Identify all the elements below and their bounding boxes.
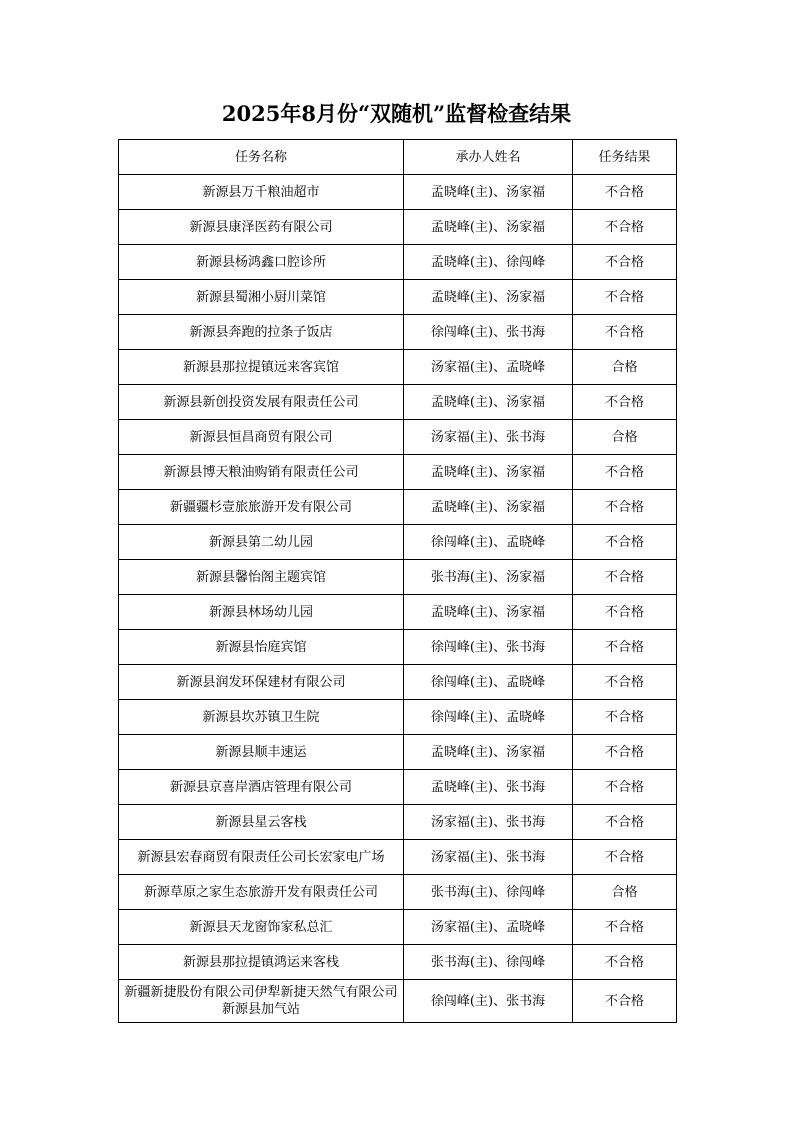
result-cell: 不合格 — [573, 455, 677, 490]
handler-cell: 孟晓峰(主)、汤家福 — [404, 385, 573, 420]
table-header-row — [119, 140, 677, 175]
table-row — [119, 175, 677, 210]
task-name-cell: 新源县新创投资发展有限责任公司 — [119, 385, 404, 420]
handler-cell: 孟晓峰(主)、汤家福 — [404, 490, 573, 525]
table-row — [119, 525, 677, 560]
task-name-cell: 新源县那拉提镇远来客宾馆 — [119, 350, 404, 385]
handler-cell: 张书海(主)、徐闯峰 — [404, 945, 573, 980]
result-cell: 不合格 — [573, 630, 677, 665]
result-cell: 不合格 — [573, 735, 677, 770]
handler-cell: 孟晓峰(主)、徐闯峰 — [404, 245, 573, 280]
result-cell: 不合格 — [573, 560, 677, 595]
table-row — [119, 630, 677, 665]
task-name-cell: 新源县宏春商贸有限责任公司长宏家电广场 — [119, 840, 404, 875]
result-cell: 不合格 — [573, 525, 677, 560]
task-name-cell: 新源县康泽医药有限公司 — [119, 210, 404, 245]
task-name-cell: 新源县万千粮油超市 — [119, 175, 404, 210]
task-name-cell: 新源县星云客栈 — [119, 805, 404, 840]
table-row — [119, 735, 677, 770]
task-name-cell: 新疆新捷股份有限公司伊犁新捷天然气有限公司新源县加气站 — [119, 980, 404, 1023]
handler-cell: 孟晓峰(主)、汤家福 — [404, 455, 573, 490]
task-name-cell: 新疆疆杉壹旅旅游开发有限公司 — [119, 490, 404, 525]
result-cell: 不合格 — [573, 315, 677, 350]
task-name-cell: 新源草原之家生态旅游开发有限责任公司 — [119, 875, 404, 910]
document-title: 2025年8月份“双随机”监督检查结果 — [221, 101, 572, 126]
handler-cell: 徐闯峰(主)、孟晓峰 — [404, 700, 573, 735]
task-name-cell: 新源县奔跑的拉条子饭店 — [119, 315, 404, 350]
header-handler: 承办人姓名 — [404, 140, 573, 175]
table-row — [119, 210, 677, 245]
task-name-cell: 新源县馨怡阁主题宾馆 — [119, 560, 404, 595]
table-row — [119, 840, 677, 875]
table-row — [119, 315, 677, 350]
result-cell: 不合格 — [573, 980, 677, 1023]
result-cell: 不合格 — [573, 385, 677, 420]
handler-cell: 孟晓峰(主)、张书海 — [404, 770, 573, 805]
result-cell: 不合格 — [573, 490, 677, 525]
handler-cell: 孟晓峰(主)、汤家福 — [404, 735, 573, 770]
table-row — [119, 770, 677, 805]
result-cell: 不合格 — [573, 210, 677, 245]
table-row — [119, 385, 677, 420]
table-row — [119, 910, 677, 945]
result-cell: 合格 — [573, 875, 677, 910]
task-name-cell: 新源县杨鸿鑫口腔诊所 — [119, 245, 404, 280]
task-name-cell: 新源县润发环保建材有限公司 — [119, 665, 404, 700]
result-cell: 不合格 — [573, 770, 677, 805]
table-row — [119, 595, 677, 630]
inspection-results-table — [118, 139, 677, 1023]
table-row — [119, 665, 677, 700]
header-result: 任务结果 — [573, 140, 677, 175]
task-name-cell: 新源县林场幼儿园 — [119, 595, 404, 630]
result-cell: 不合格 — [573, 700, 677, 735]
task-name-cell: 新源县天龙窗饰家私总汇 — [119, 910, 404, 945]
task-name-cell: 新源县第二幼儿园 — [119, 525, 404, 560]
handler-cell: 张书海(主)、汤家福 — [404, 560, 573, 595]
task-name-cell: 新源县博天粮油购销有限责任公司 — [119, 455, 404, 490]
result-cell: 不合格 — [573, 945, 677, 980]
table-row — [119, 490, 677, 525]
table-row — [119, 805, 677, 840]
handler-cell: 孟晓峰(主)、汤家福 — [404, 595, 573, 630]
handler-cell: 张书海(主)、徐闯峰 — [404, 875, 573, 910]
table-row — [119, 980, 677, 1023]
handler-cell: 孟晓峰(主)、汤家福 — [404, 210, 573, 245]
handler-cell: 徐闯峰(主)、孟晓峰 — [404, 665, 573, 700]
table-body — [119, 175, 677, 1023]
handler-cell: 孟晓峰(主)、汤家福 — [404, 175, 573, 210]
result-cell: 不合格 — [573, 665, 677, 700]
handler-cell: 徐闯峰(主)、张书海 — [404, 630, 573, 665]
task-name-cell: 新源县坎苏镇卫生院 — [119, 700, 404, 735]
table-row — [119, 280, 677, 315]
task-name-cell: 新源县京喜岸酒店管理有限公司 — [119, 770, 404, 805]
result-cell: 不合格 — [573, 840, 677, 875]
task-name-cell: 新源县蜀湘小厨川菜馆 — [119, 280, 404, 315]
handler-cell: 汤家福(主)、张书海 — [404, 840, 573, 875]
result-cell: 不合格 — [573, 910, 677, 945]
handler-cell: 徐闯峰(主)、张书海 — [404, 980, 573, 1023]
table-row — [119, 560, 677, 595]
result-cell: 不合格 — [573, 280, 677, 315]
handler-cell: 汤家福(主)、张书海 — [404, 805, 573, 840]
table-row — [119, 875, 677, 910]
task-name-cell: 新源县顺丰速运 — [119, 735, 404, 770]
table-row — [119, 455, 677, 490]
task-name-cell: 新源县怡庭宾馆 — [119, 630, 404, 665]
task-name-cell: 新源县恒昌商贸有限公司 — [119, 420, 404, 455]
result-cell: 不合格 — [573, 175, 677, 210]
handler-cell: 汤家福(主)、孟晓峰 — [404, 910, 573, 945]
result-cell: 合格 — [573, 350, 677, 385]
table-row — [119, 945, 677, 980]
result-cell: 不合格 — [573, 245, 677, 280]
table-row — [119, 350, 677, 385]
task-name-cell: 新源县那拉提镇鸿运来客栈 — [119, 945, 404, 980]
table-row — [119, 420, 677, 455]
handler-cell: 徐闯峰(主)、张书海 — [404, 315, 573, 350]
table-row — [119, 245, 677, 280]
handler-cell: 徐闯峰(主)、孟晓峰 — [404, 525, 573, 560]
handler-cell: 孟晓峰(主)、汤家福 — [404, 280, 573, 315]
result-cell: 不合格 — [573, 595, 677, 630]
result-cell: 不合格 — [573, 805, 677, 840]
header-task-name: 任务名称 — [119, 140, 404, 175]
handler-cell: 汤家福(主)、孟晓峰 — [404, 350, 573, 385]
table-row — [119, 700, 677, 735]
result-cell: 合格 — [573, 420, 677, 455]
handler-cell: 汤家福(主)、张书海 — [404, 420, 573, 455]
